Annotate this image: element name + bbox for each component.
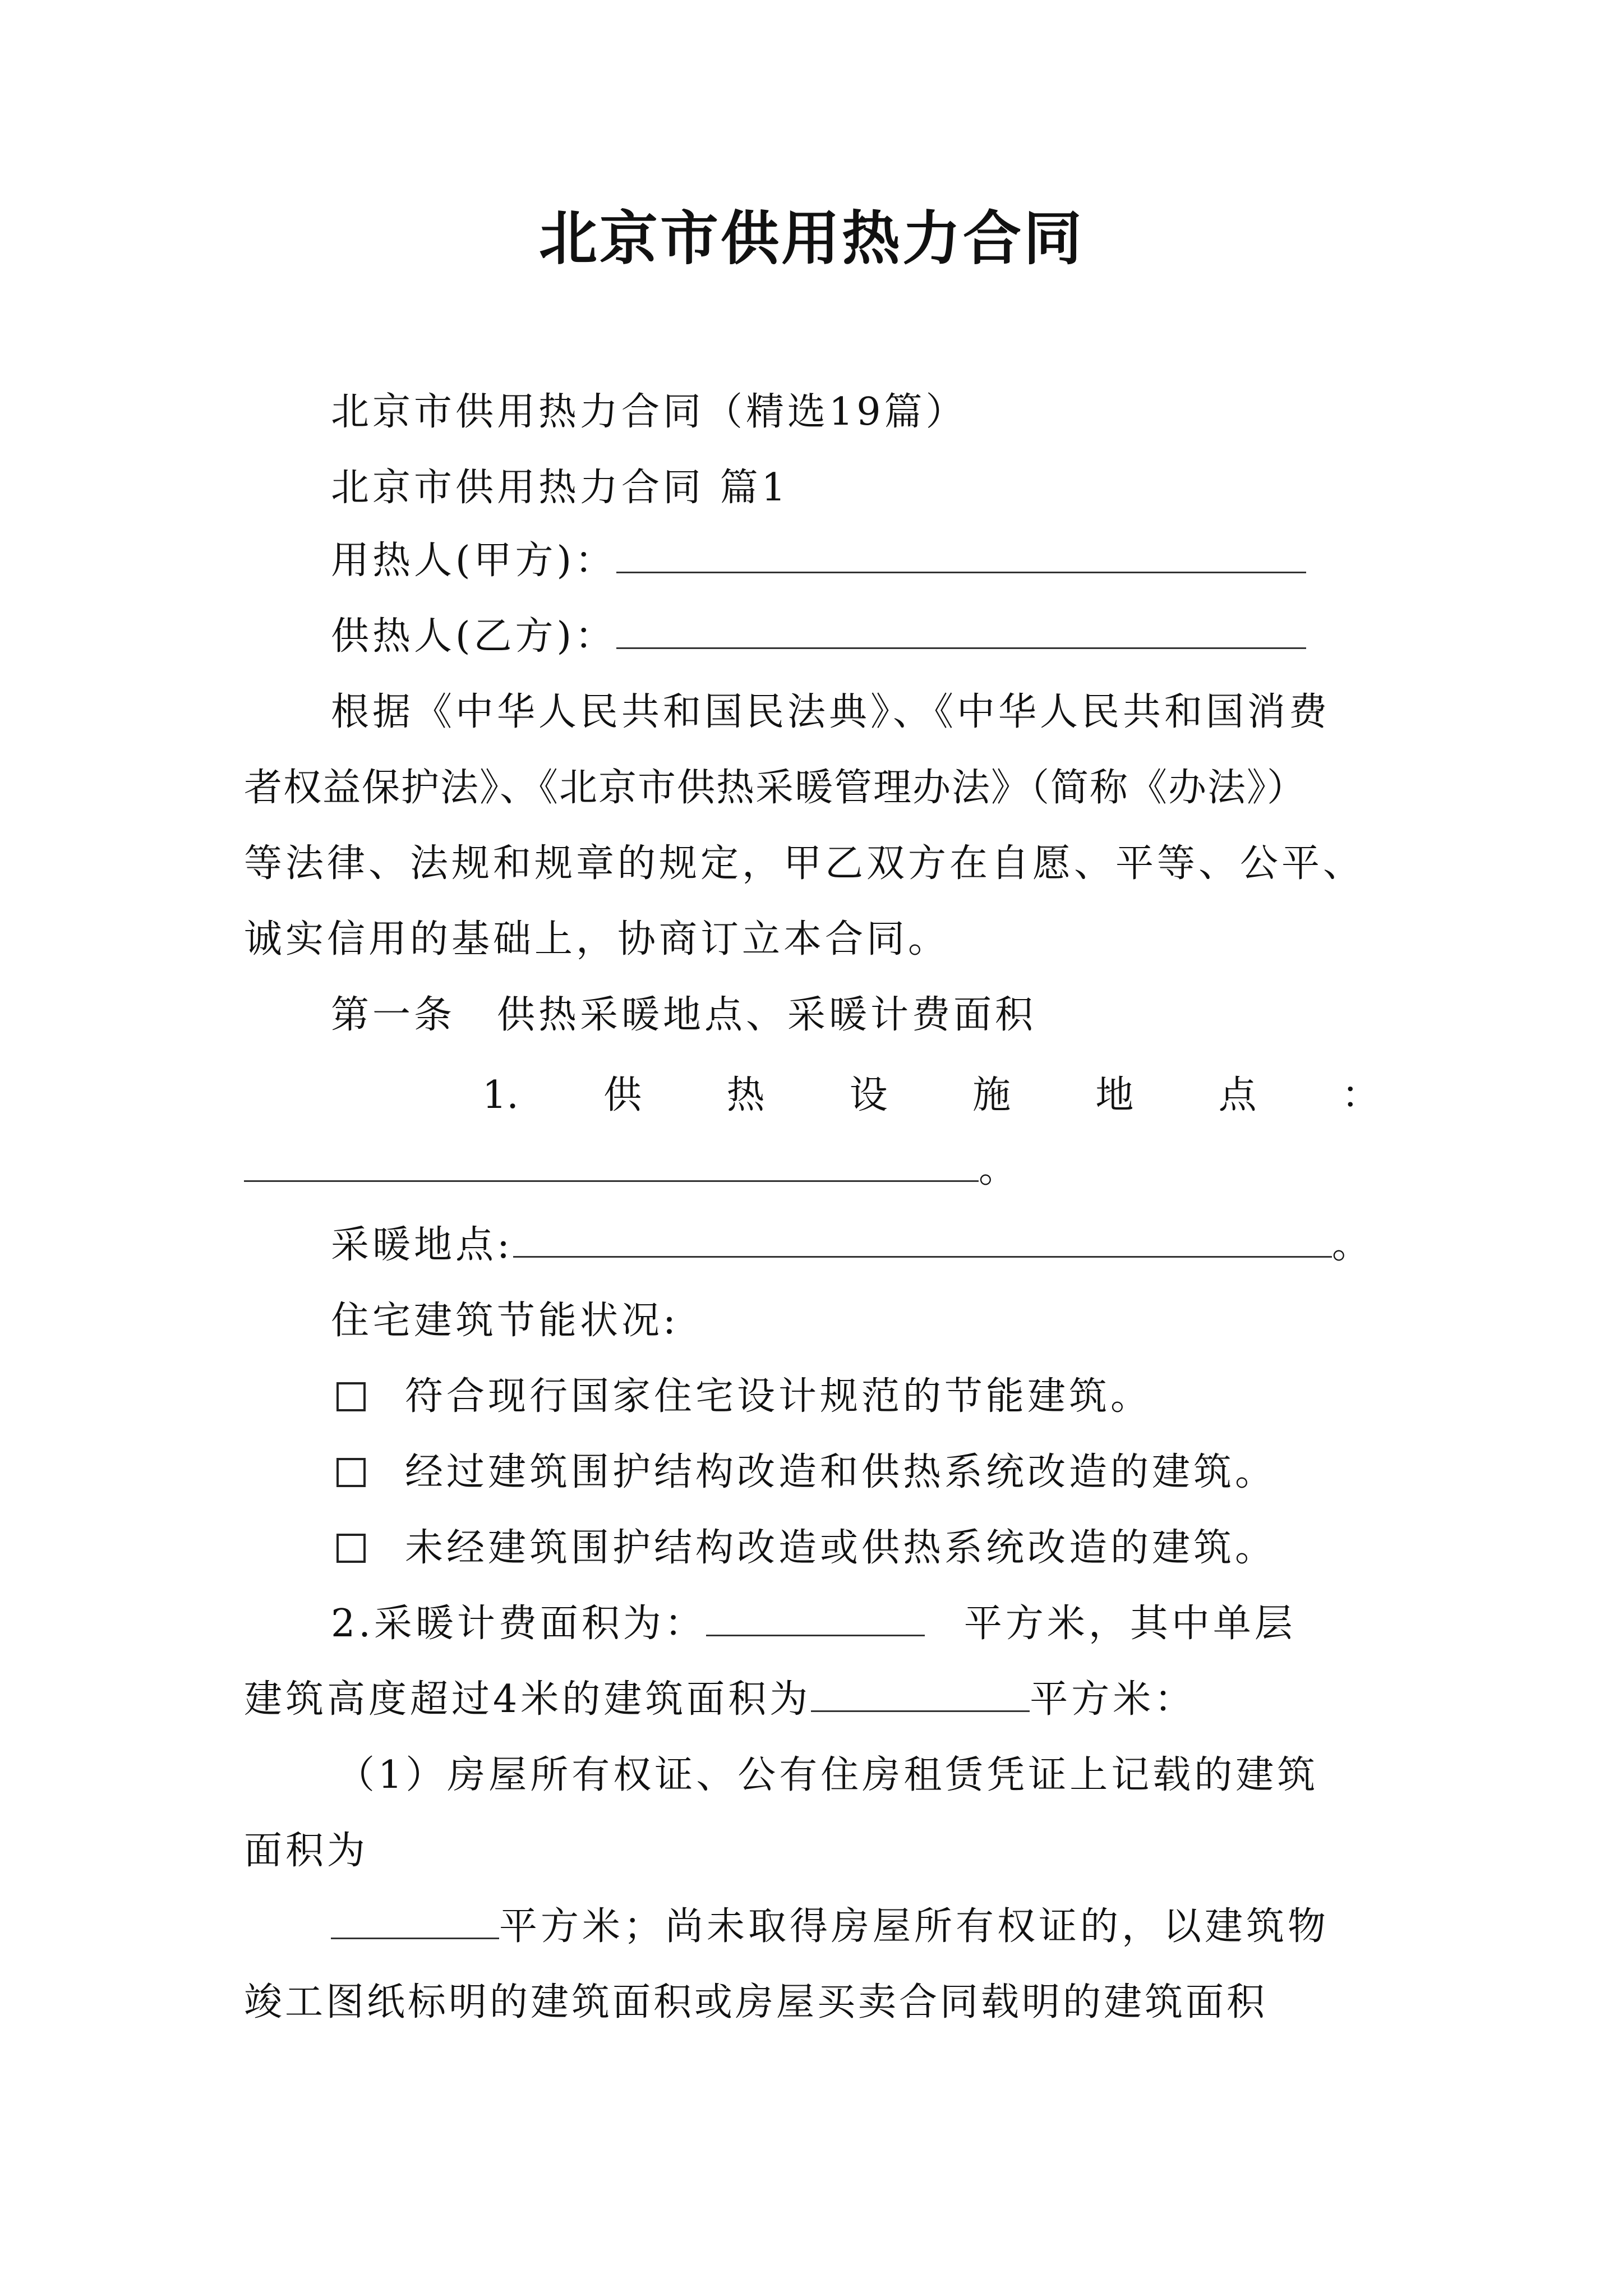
preamble-line: 者权益保护法》、《北京市供热采暖管理办法》（简称《办法》） <box>244 766 1307 810</box>
party-a-blank[interactable] <box>616 539 1306 573</box>
preamble-line: 诚实信用的基础上，协商订立本合同。 <box>244 917 950 961</box>
item-2-label: 2.采暖计费面积为： <box>331 1602 706 1646</box>
item-1-char: 点 <box>1218 1073 1257 1117</box>
item-1-char: 1. <box>482 1073 519 1117</box>
tall-area-blank[interactable] <box>811 1678 1030 1712</box>
heating-facility-blank[interactable] <box>244 1148 979 1182</box>
item-1-char: 地 <box>1095 1073 1134 1117</box>
item-1-char: 供 <box>603 1073 642 1117</box>
sub-1-line: 竣工图纸标明的建筑面积或房屋买卖合同载明的建筑面积 <box>244 1980 1268 2024</box>
document-title: 北京市供用热力合同 <box>538 204 1084 273</box>
checkbox-option-label: 符合现行国家住宅设计规范的节能建筑。 <box>405 1374 1152 1419</box>
party-b-row <box>331 611 1306 662</box>
party-b-blank[interactable] <box>616 615 1306 649</box>
item-2-line-1 <box>331 1599 1296 1649</box>
item-1-char: 热 <box>726 1073 765 1117</box>
item-1-blank-row <box>244 1144 1020 1195</box>
checkbox-option-label: 经过建筑围护结构改造和供热系统改造的建筑。 <box>405 1450 1277 1494</box>
heating-location-blank[interactable] <box>513 1223 1332 1258</box>
item-1-label <box>482 1070 1380 1121</box>
checkbox-option <box>336 1523 1276 1573</box>
party-b-label: 供热人(乙方)： <box>331 614 617 659</box>
heating-location-end: 。 <box>1331 1223 1373 1267</box>
item-2-line-2 <box>244 1674 1196 1725</box>
preamble-line: 根据《中华人民共和国民法典》、《中华人民共和国消费 <box>331 690 1331 734</box>
item-2-unit: 平方米，其中单层 <box>963 1602 1296 1646</box>
certificate-area-blank[interactable] <box>331 1905 499 1939</box>
item-1-end: 。 <box>979 1147 1021 1191</box>
checkbox-option <box>336 1372 1152 1422</box>
item-2-tall-label: 建筑高度超过4米的建筑面积为 <box>244 1677 811 1722</box>
sub-1-line-3-text: 平方米；尚未取得房屋所有权证的，以建筑物 <box>499 1904 1330 1949</box>
checkbox-option <box>336 1447 1276 1498</box>
item-1-char: 设 <box>849 1073 888 1117</box>
subtitle: 北京市供用热力合同（精选19篇） <box>331 390 967 434</box>
heating-location-label: 采暖地点: <box>331 1223 513 1267</box>
sub-1-line: （1）房屋所有权证、公有住房租赁凭证上记载的建筑 <box>336 1753 1319 1797</box>
preamble-line: 等法律、法规和规章的规定，甲乙双方在自愿、平等、公平、 <box>244 841 1365 886</box>
heating-location-row <box>331 1220 1373 1271</box>
party-a-label: 用热人(甲方)： <box>331 539 617 583</box>
party-a-row <box>331 536 1306 586</box>
energy-status-label: 住宅建筑节能状况: <box>331 1299 679 1343</box>
sub-1-line-3 <box>331 1902 1329 1952</box>
heating-area-blank[interactable] <box>706 1602 925 1636</box>
item-2-tall-unit: 平方米： <box>1030 1677 1196 1722</box>
checkbox[interactable] <box>336 1534 366 1563</box>
item-1-char: 施 <box>972 1073 1011 1117</box>
item-1-char: ： <box>1341 1073 1380 1117</box>
sub-1-line: 面积为 <box>244 1829 369 1873</box>
article-1-heading: 第一条 供热采暖地点、采暖计费面积 <box>331 993 1037 1037</box>
section-heading: 北京市供用热力合同 篇1 <box>331 466 789 510</box>
checkbox[interactable] <box>336 1382 366 1411</box>
checkbox[interactable] <box>336 1458 366 1487</box>
checkbox-option-label: 未经建筑围护结构改造或供热系统改造的建筑。 <box>405 1526 1277 1570</box>
